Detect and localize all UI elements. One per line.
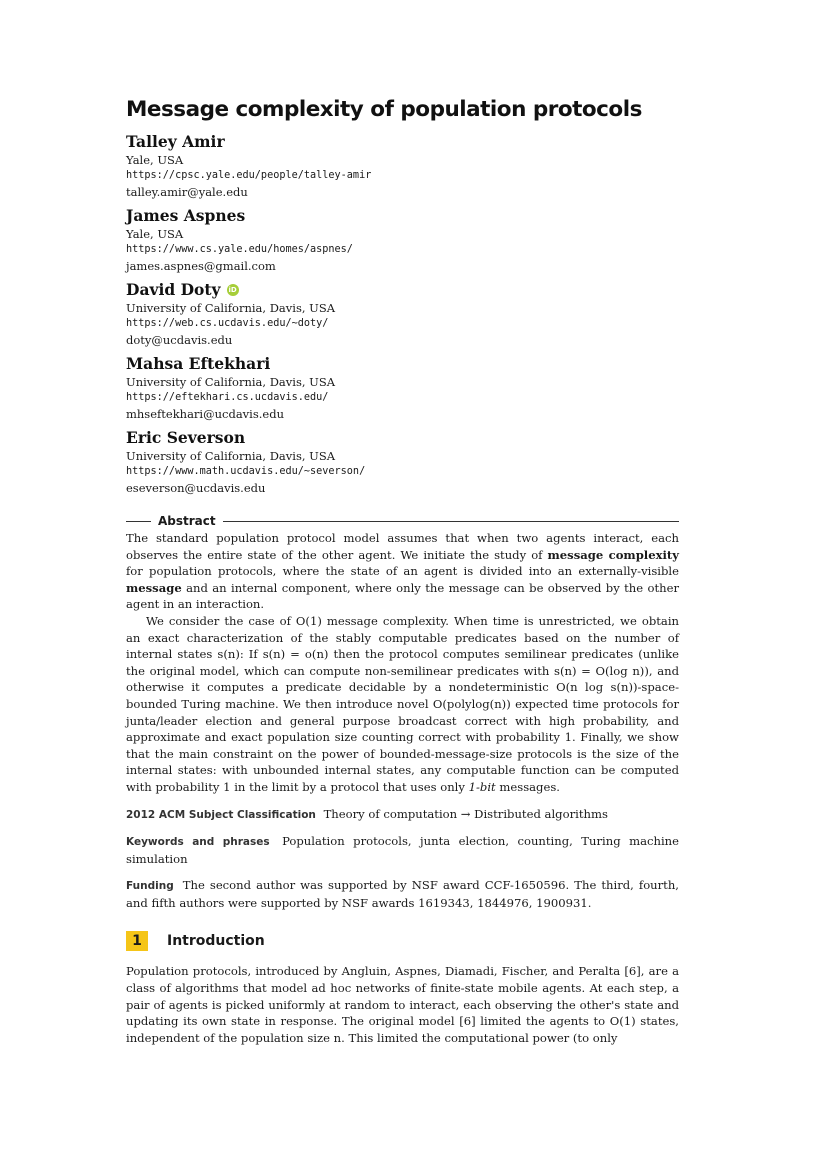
author-url[interactable]: https://eftekhari.cs.ucdavis.edu/ [126,392,329,403]
section-heading [126,931,679,951]
author-block [126,280,679,348]
author-name: Mahsa Eftekhari [126,354,271,373]
author-email[interactable]: talley.amir@yale.edu [126,185,248,199]
heading-rule [126,521,151,522]
section-number: 1 [126,931,148,951]
author-name: James Aspnes [126,206,246,225]
abstract-text: We consider the case of O(1) message complexity. When time is unrestricted, we obtain an exact characterization of the stably computable predicates based on the number of internal states s(n): If s(n) = o(n) then the protocol computes semilinear predicates (unlike the original model, which can compute non-semilinear predicates with s(n) = O(log n)), and otherwise it computes a predicate decidable by a nondeterministic O(n log s(n))-space-bounded Turing machine. We then introduce novel O(polylog(n)) expected time protocols for junta/leader election and general purpose broadcast correct with high probability, and approximate and exact population size counting correct with probability 1. Finally, we show that the main constraint on the power of bounded-message-size protocols is the size of the internal states: with unbounded internal states, any computable function can be computed with probability 1 in the limit by a protocol that uses only [126,613,679,794]
acm-classification [126,806,679,824]
author-url[interactable]: https://www.math.ucdavis.edu/~severson/ [126,466,366,477]
author-name-row [126,280,679,300]
author-email[interactable]: doty@ucdavis.edu [126,333,233,347]
abstract-label: Abstract [158,514,216,528]
author-email[interactable]: mhseftekhari@ucdavis.edu [126,407,284,421]
author-name-row [126,206,679,226]
abstract-paragraph [126,530,679,613]
author-name: David Doty [126,280,221,299]
author-email[interactable]: james.aspnes@gmail.com [126,259,276,273]
author-name: Talley Amir [126,132,225,151]
author-block [126,206,679,274]
acm-label: 2012 ACM Subject Classification [126,808,316,821]
abstract-text: and an internal component, where only the message can be observed by the other agent in an interaction. [126,580,679,612]
abstract-bold-term: message complexity [547,547,679,562]
author-url[interactable]: https://cpsc.yale.edu/people/talley-amir [126,170,372,181]
intro-paragraph: Population protocols, introduced by Angluin, Aspnes, Diamadi, Fischer, and Peralta [6], are a class of algorithms that model ad hoc networks of finite-state mobile agents. At each step, a pair of agents is picked uniformly at random to interact, each observing the other's state and updating its own state in response. The original model [6] limited the agents to O(1) states, independent of the population size n. This limited the computational power (to only [126,964,679,1045]
author-name: Eric Severson [126,428,246,447]
keywords-label: Keywords and phrases [126,836,270,849]
section-title: Introduction [167,933,265,950]
funding [126,877,679,911]
author-affiliation: Yale, USA [126,153,184,167]
abstract-bold-term: message [126,580,182,595]
author-name-row [126,354,679,374]
author-affiliation: University of California, Davis, USA [126,301,336,315]
abstract-text: messages. [495,779,560,794]
author-affiliation: University of California, Davis, USA [126,375,336,389]
author-name-row [126,132,679,152]
author-name-row [126,428,679,448]
heading-rule [223,521,679,522]
orcid-icon[interactable]: iD [228,286,237,294]
page-content [126,96,679,1046]
abstract-italic-term: 1-bit [468,779,496,794]
author-block [126,354,679,422]
funding-label: Funding [126,880,174,893]
paper-title: Message complexity of population protocols [126,97,642,122]
abstract-text: The standard population protocol model assumes that when two agents interact, each observes the entire state of the other agent. We initiate the study of [126,531,679,562]
abstract-text: for population protocols, where the state of an agent is divided into an externally-visible [126,564,679,579]
author-affiliation: University of California, Davis, USA [126,449,336,463]
author-affiliation: Yale, USA [126,227,184,241]
funding-text: The second author was supported by NSF award CCF-1650596. The third, fourth, and fifth authors were supported by NSF awards 1619343, 1844976, 1900931. [126,878,679,910]
author-block [126,428,679,496]
keywords-text: Population protocols, junta election, counting, Turing machine simulation [126,834,679,866]
acm-text: Theory of computation → Distributed algorithms [323,806,608,821]
author-url[interactable]: https://web.cs.ucdavis.edu/~doty/ [126,318,329,329]
author-block [126,132,679,200]
author-url[interactable]: https://www.cs.yale.edu/homes/aspnes/ [126,244,353,255]
author-list [126,132,679,496]
abstract-paragraph [126,613,679,796]
keywords [126,833,679,867]
author-email[interactable]: eseverson@ucdavis.edu [126,481,266,495]
abstract-heading [126,512,679,530]
